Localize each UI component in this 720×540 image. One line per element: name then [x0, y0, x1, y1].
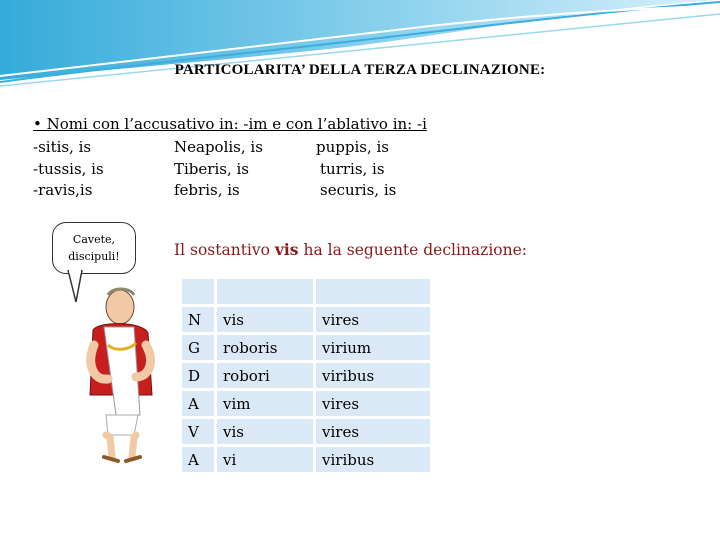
table-row	[182, 335, 430, 360]
example-2-col1: -tussis, is	[33, 160, 104, 178]
speech-bubble	[52, 222, 136, 274]
plural-cell: vires	[316, 419, 430, 444]
table-row	[182, 363, 430, 388]
roman-character-illustration	[48, 285, 158, 470]
declension-table	[179, 276, 433, 475]
singular-cell: vim	[217, 391, 313, 416]
singular-cell: robori	[217, 363, 313, 388]
plural-cell: viribus	[316, 363, 430, 388]
table-row	[182, 391, 430, 416]
example-3-col1: -ravis,is	[33, 181, 93, 199]
singular-cell: roboris	[217, 335, 313, 360]
example-2-col3: turris, is	[320, 160, 385, 178]
table-header-row	[182, 279, 430, 304]
table-row	[182, 307, 430, 332]
example-1-col3: puppis, is	[316, 138, 389, 156]
example-1-col1: -sitis, is	[33, 138, 92, 156]
plural-cell: vires	[316, 391, 430, 416]
bubble-line-1: Cavete,	[72, 233, 116, 246]
plural-cell: vires	[316, 307, 430, 332]
subtitle-prefix: Il sostantivo	[174, 241, 275, 259]
table-row	[182, 447, 430, 472]
subtitle-word: vis	[274, 240, 299, 259]
example-1-col2: Neapolis, is	[174, 138, 263, 156]
case-cell: V	[182, 419, 214, 444]
table-header-cell	[316, 279, 430, 304]
page-title: PARTICOLARITA’ DELLA TERZA DECLINAZIONE:	[174, 62, 546, 78]
plural-cell: virium	[316, 335, 430, 360]
singular-cell: vi	[217, 447, 313, 472]
table-header-cell	[182, 279, 214, 304]
singular-cell: vis	[217, 419, 313, 444]
rule-line: • Nomi con l’accusativo in: -im e con l’ablativo in: -i	[33, 115, 427, 133]
table-row	[182, 419, 430, 444]
example-2-col2: Tiberis, is	[174, 160, 249, 178]
case-cell: D	[182, 363, 214, 388]
case-cell: A	[182, 447, 214, 472]
case-cell: G	[182, 335, 214, 360]
declension-subtitle	[174, 240, 527, 259]
bubble-line-2: discipuli!	[68, 250, 120, 263]
table-header-cell	[217, 279, 313, 304]
case-cell: N	[182, 307, 214, 332]
case-cell: A	[182, 391, 214, 416]
plural-cell: viribus	[316, 447, 430, 472]
example-3-col3: securis, is	[320, 181, 397, 199]
subtitle-suffix: ha la seguente declinazione:	[298, 241, 527, 259]
example-3-col2: febris, is	[174, 181, 240, 199]
singular-cell: vis	[217, 307, 313, 332]
